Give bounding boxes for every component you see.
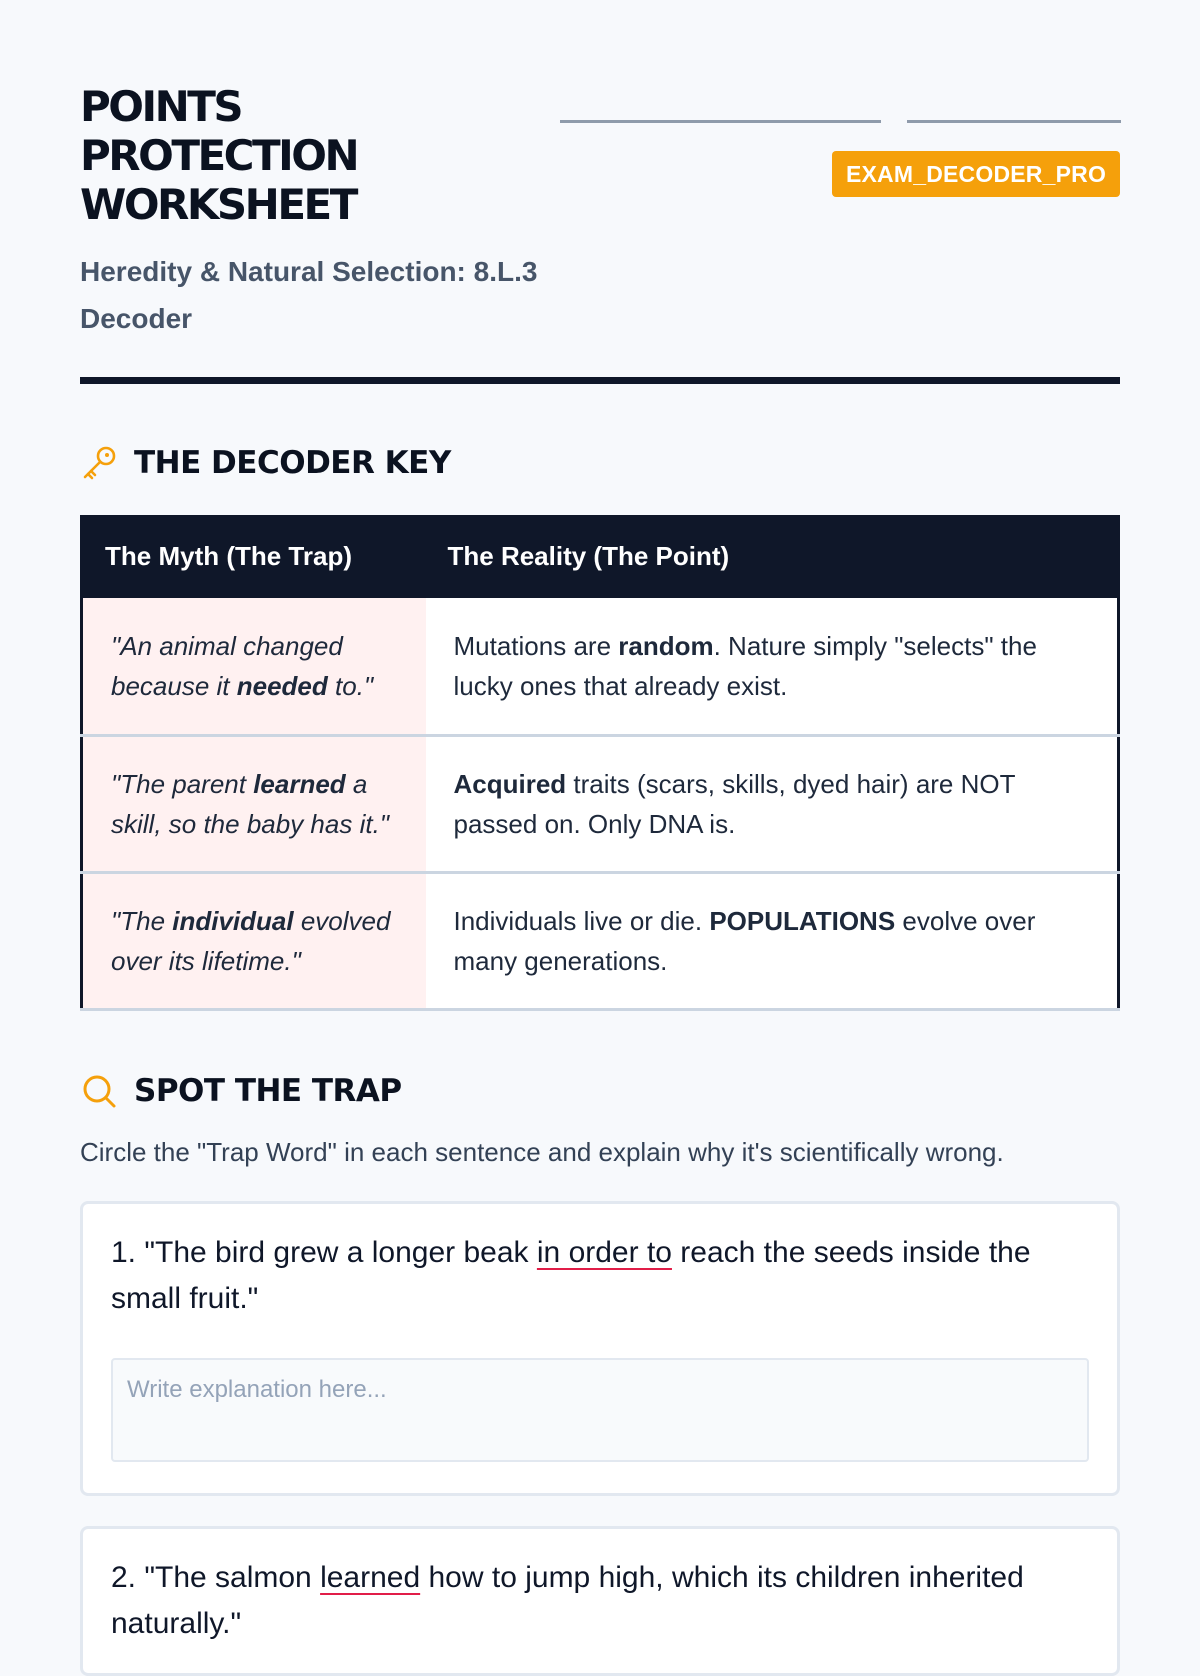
decoder-key-title: THE DECODER KEY	[134, 445, 451, 481]
reality-cell	[426, 872, 1119, 1009]
title-line-1: POINTS	[80, 82, 242, 131]
question-text	[111, 1230, 1089, 1322]
trap-word[interactable]: in order to	[536, 1235, 672, 1269]
title-line-3: WORKSHEET	[80, 180, 356, 229]
myth-cell	[82, 598, 426, 735]
question-card	[80, 1201, 1120, 1496]
myth-text: to."	[327, 670, 374, 701]
table-row	[82, 735, 1119, 872]
reality-text: . Nature simply "selects" the lucky ones that already exist.	[453, 630, 1037, 701]
myth-keyword: needed	[236, 670, 328, 701]
myth-cell	[82, 872, 426, 1009]
worksheet-header	[80, 0, 1120, 385]
myth-keyword: individual	[172, 905, 294, 936]
reality-cell	[426, 598, 1119, 735]
reality-text: evolve over many generations.	[453, 905, 1036, 976]
header-divider	[80, 377, 1120, 384]
key-icon	[80, 443, 120, 483]
question-card	[80, 1526, 1120, 1676]
myth-keyword: learned	[253, 768, 346, 799]
name-blank-line[interactable]	[560, 120, 881, 123]
spot-the-trap-title: SPOT THE TRAP	[134, 1072, 402, 1109]
decoder-table-header-row	[82, 515, 1119, 598]
trap-instructions: Circle the "Trap Word" in each sentence and explain why it's scientifically wrong.	[80, 1136, 1004, 1167]
decoder-table	[80, 515, 1120, 1011]
column-header-reality: The Reality (The Point)	[426, 515, 1119, 598]
search-icon	[80, 1071, 120, 1111]
myth-text: a skill, so the baby has it."	[111, 768, 390, 839]
question-text-end: how to jump high, which its children inherited naturally."	[111, 1560, 1024, 1640]
myth-cell	[82, 735, 426, 872]
question-text	[111, 1555, 1089, 1647]
page-title	[80, 82, 560, 229]
question-text-start: 1. "The bird grew a longer beak	[111, 1235, 537, 1269]
question-text-end: reach the seeds inside the small fruit."	[111, 1235, 1031, 1315]
reality-text: traits (scars, skills, dyed hair) are NOT passed on. Only DNA is.	[453, 768, 1016, 839]
reality-text: Individuals live or die.	[453, 905, 710, 936]
question-text-start: 2. "The salmon	[111, 1560, 321, 1594]
date-blank-line[interactable]	[907, 120, 1121, 123]
reality-keyword: random	[618, 630, 714, 661]
reality-cell	[426, 735, 1119, 872]
reality-keyword: Acquired	[453, 768, 567, 799]
spot-the-trap-heading	[80, 1069, 1120, 1113]
table-row	[82, 598, 1119, 735]
trap-word[interactable]: learned	[320, 1560, 421, 1594]
title-line-2: PROTECTION	[80, 131, 358, 180]
decoder-key-heading	[80, 441, 1120, 485]
reality-text: Mutations are	[453, 630, 619, 661]
myth-text: "The parent	[111, 768, 254, 799]
myth-text: "The	[111, 905, 173, 936]
table-row	[82, 872, 1119, 1009]
myth-text: evolved over its lifetime."	[111, 905, 391, 976]
explanation-input[interactable]	[111, 1358, 1089, 1462]
reality-keyword: POPULATIONS	[709, 905, 896, 936]
myth-text: "An animal changed because it	[111, 630, 343, 701]
page-subtitle: Heredity & Natural Selection: 8.L.3 Decoder	[80, 256, 538, 334]
column-header-myth: The Myth (The Trap)	[82, 515, 426, 598]
exam-badge: EXAM_DECODER_PRO	[832, 151, 1120, 197]
